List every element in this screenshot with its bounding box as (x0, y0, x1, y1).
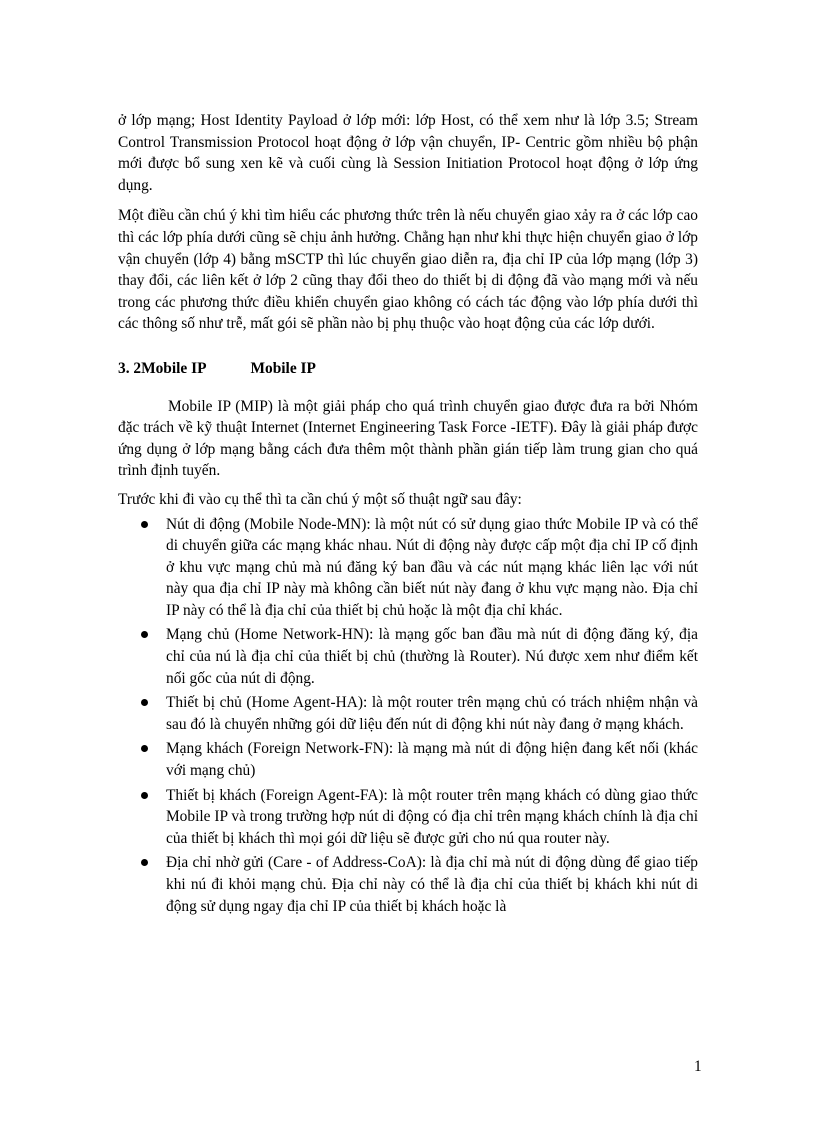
term-text: Địa chỉ nhờ gửi (Care - of Address-CoA): là địa chỉ mà nút di động dùng để giao tiếp khi nú đi khỏi mạng chủ. Địa chỉ này có thể là địa chỉ của thiết bị khách khi nút di động sử dụng ngay địa chỉ IP của thiết bị khách hoặc là (166, 854, 698, 915)
bullet-icon (141, 521, 148, 528)
term-text: Mạng khách (Foreign Network-FN): là mạng mà nút di động hiện đang kết nối (khác với mạng chủ) (166, 740, 698, 780)
term-text: Thiết bị chủ (Home Agent-HA): là một router trên mạng chủ có trách nhiệm nhận và sau đó là chuyển những gói dữ liệu đến nút di động khi nút này đang ở mạng khách. (166, 694, 698, 733)
mobile-ip-paragraph: Mobile IP (MIP) là một giải pháp cho quá trình chuyển giao được đưa ra bởi Nhóm đặc trách về kỹ thuật Internet (Internet Engineering Task Force -IETF). Đây là giải pháp được ứng dụng ở lớp mạng bằng cách đưa thêm một thành phần gián tiếp làm trung gian cho quá trình định tuyến. (118, 397, 698, 480)
term-text: Nút di động (Mobile Node-MN): là một nút có sử dụng giao thức Mobile IP và có thể di chuyển giữa các mạng khác nhau. Nút di động này được cấp một địa chỉ IP cố định ở khu vực mạng chủ mà nú đăng ký ban đầu và các nút mạng khác liên lạc với nút này qua địa chỉ IP này mà không cần biết nút này đang ở khu vực mạng nào. Địa chỉ IP này có thể là địa chỉ của thiết bị chủ hoặc là một địa chỉ khác. (166, 515, 698, 619)
terms-intro: Trước khi đi vào cụ thể thì ta cần chú ý một số thuật ngữ sau đây: (118, 490, 522, 508)
term-text: Mạng chủ (Home Network-HN): là mạng gốc ban đầu mà nút di động đăng ký, địa chỉ của nú là địa chỉ của thiết bị chủ (thường là Router). Nú được xem như điểm kết nối gốc của nút di động. (166, 626, 698, 687)
list-item (166, 852, 698, 917)
terms-list (118, 514, 698, 918)
list-item (166, 785, 698, 850)
section-heading (118, 358, 698, 380)
page-body (118, 110, 698, 920)
section-number: 3. 2Mobile IP (118, 359, 207, 377)
bullet-icon (141, 859, 148, 866)
list-item (166, 624, 698, 689)
intro-paragraph-1: ở lớp mạng; Host Identity Payload ở lớp mới: lớp Host, có thể xem như là lớp 3.5; Stream Control Transmission Protocol hoạt động ở lớp vận chuyển, IP- Centric gồm nhiều bộ phận mới được bổ sung xen kẽ và cuối cùng là Session Initiation Protocol hoạt động ở lớp ứng dụng. (118, 112, 698, 194)
section-title: Mobile IP (250, 359, 316, 377)
term-text: Thiết bị khách (Foreign Agent-FA): là một router trên mạng khách có dùng giao thức Mobile IP và trong trường hợp nút di động có địa chỉ trên mạng khách chính là địa chỉ của thiết bị khách thì mọi gói dữ liệu sẽ được gửi cho nú qua router này. (166, 786, 698, 847)
bullet-icon (141, 699, 148, 706)
list-item (166, 738, 698, 781)
bullet-icon (141, 631, 148, 638)
bullet-icon (141, 792, 148, 799)
bullet-icon (141, 745, 148, 752)
list-item (166, 692, 698, 735)
page-number: 1 (694, 1058, 702, 1075)
list-item (166, 514, 698, 622)
intro-paragraph-2: Một điều cần chú ý khi tìm hiểu các phương thức trên là nếu chuyển giao xảy ra ở các lớp cao thì các lớp phía dưới cũng sẽ chịu ảnh hưởng. Chẳng hạn như khi thực hiện chuyển giao ở lớp vận chuyển (lớp 4) bằng mSCTP thì lúc chuyển giao diễn ra, địa chỉ IP của lớp mạng (lớp 3) thay đổi, các liên kết ở lớp 2 cũng thay đổi theo do thiết bị di động đã vào mạng mới và nếu trong các phương thức điều khiển chuyển giao không có cách tác động vào lớp phía dưới thì các thông số như trễ, mất gói sẽ phần nào bị phụ thuộc vào hoạt động của các lớp dưới. (118, 207, 698, 333)
